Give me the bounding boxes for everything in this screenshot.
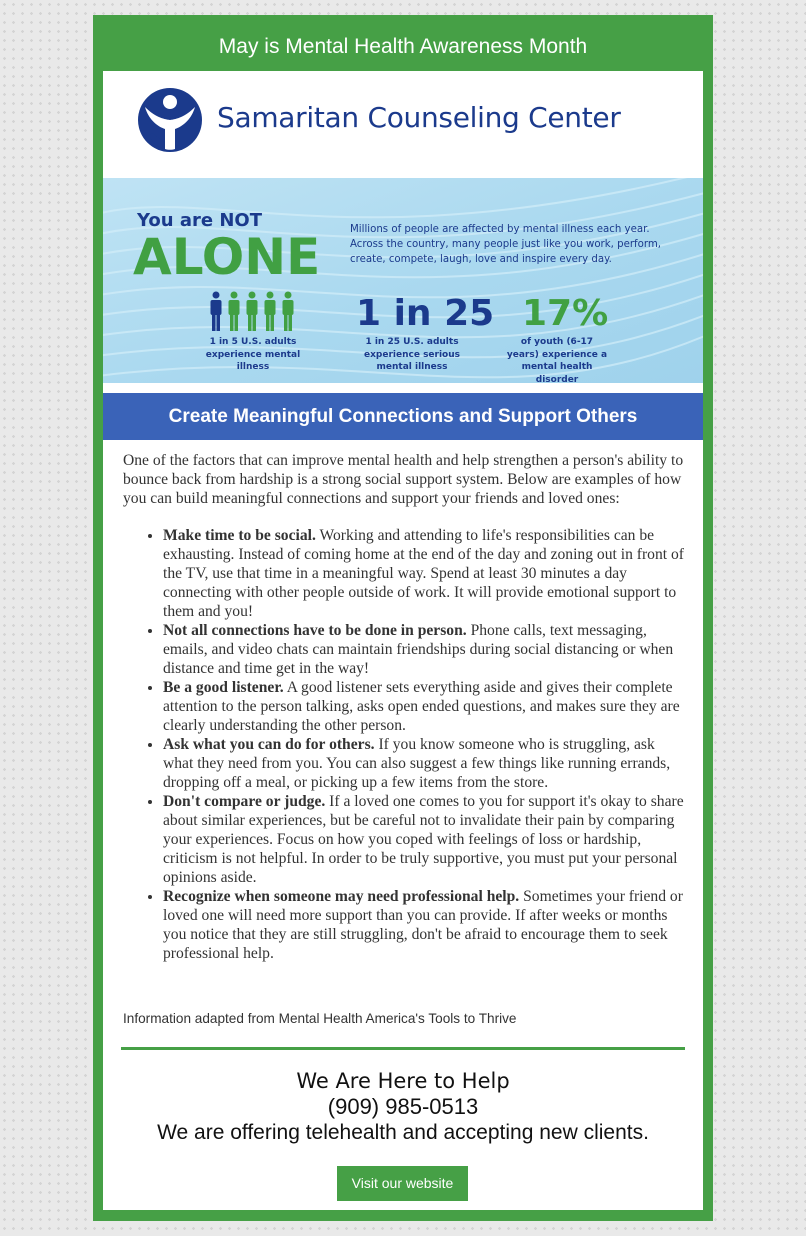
contact-note: We are offering telehealth and accepting new clients. <box>157 1121 649 1144</box>
people-icon <box>207 291 297 333</box>
source-note: Information adapted from Mental Health America's Tools to Thrive <box>123 1011 517 1026</box>
list-item <box>163 887 688 963</box>
list-item <box>163 621 688 678</box>
tip-title: Recognize when someone may need professional help. <box>163 888 520 905</box>
stat-value-2: 1 in 25 <box>356 293 495 334</box>
stat-caption-1: 1 in 5 U.S. adults experience mental illness <box>205 337 301 372</box>
tip-text: If you know someone who is struggling, ask what they need from you. You can also suggest a few things like running errands, dropping off a meal, or picking up a few items from the store. <box>163 736 671 791</box>
tip-title: Be a good listener. <box>163 679 284 696</box>
section-heading: Create Meaningful Connections and Support Others <box>103 393 703 440</box>
tip-title: Ask what you can do for others. <box>163 736 375 753</box>
stat-caption-3: of youth (6-17 years) experience a mental health disorder <box>506 337 608 383</box>
divider <box>121 1047 685 1050</box>
logo-wordmark: Samaritan Counseling Center <box>217 101 621 134</box>
intro-paragraph: One of the factors that can improve mental health and help strengthen a person's ability to bounce back from hardship is a strong social support system. Below are examples of how you can build meaningful connections and support your friends and loved ones: <box>123 452 684 507</box>
infographic-description: Millions of people are affected by mental illness each year. Across the country, many people just like you work, perform, create, compete, laugh, love and inspire every day. <box>350 224 662 265</box>
headline-big: ALONE <box>133 228 321 286</box>
samaritan-logo-icon <box>137 87 203 153</box>
contact-headline: We Are Here to Help <box>296 1069 510 1093</box>
article-body <box>123 451 688 963</box>
tip-text: Working and attending to life's responsibilities can be exhausting. Instead of coming home at the end of the day and zoning out in front of the TV, use that time in a meaningful way. Spend at least 30 minutes a day connecting with other people outside of work. It will provide emotional support to them and you! <box>163 527 684 620</box>
tip-text: Phone calls, text messaging, emails, and video chats can maintain friendships during social distancing or when distance and time get in the way! <box>163 622 674 677</box>
email-frame <box>93 15 713 1221</box>
tip-title: Make time to be social. <box>163 527 316 544</box>
tip-title: Don't compare or judge. <box>163 793 326 810</box>
stat-caption-2: 1 in 25 U.S. adults experience serious mental illness <box>364 337 460 372</box>
contact-phone[interactable]: (909) 985-0513 <box>327 1094 479 1119</box>
list-item <box>163 735 688 792</box>
tip-text: Sometimes your friend or loved one will need more support than you can provide. If after weeks or months you notice that they are still struggling, don't be afraid to encourage them to seek professional help. <box>163 888 683 962</box>
list-item <box>163 526 688 621</box>
tip-title: Not all connections have to be done in person. <box>163 622 467 639</box>
tip-text: If a loved one comes to you for support it's okay to share about similar experiences, but be careful not to invalidate their pain by comparing your experiences. Focus on how you coped with feelings of loss or hardship, criticism is not helpful. In order to be truly supportive, you must put your personal opinions aside. <box>163 793 684 886</box>
tip-text: A good listener sets everything aside and gives their complete attention to the person talking, asks open ended questions, and makes sure they are clearly understanding the other person. <box>163 679 680 734</box>
infographic-you-are-not-alone <box>103 178 703 383</box>
logo-header <box>103 71 703 178</box>
email-content <box>103 71 703 1210</box>
list-item <box>163 678 688 735</box>
contact-block <box>103 1068 703 1146</box>
headline-small: You are NOT <box>137 210 262 231</box>
tips-list <box>123 526 688 963</box>
visit-website-button[interactable]: Visit our website <box>337 1166 468 1201</box>
list-item <box>163 792 688 887</box>
banner-title: May is Mental Health Awareness Month <box>218 35 588 58</box>
stat-value-3: 17% <box>522 293 609 334</box>
